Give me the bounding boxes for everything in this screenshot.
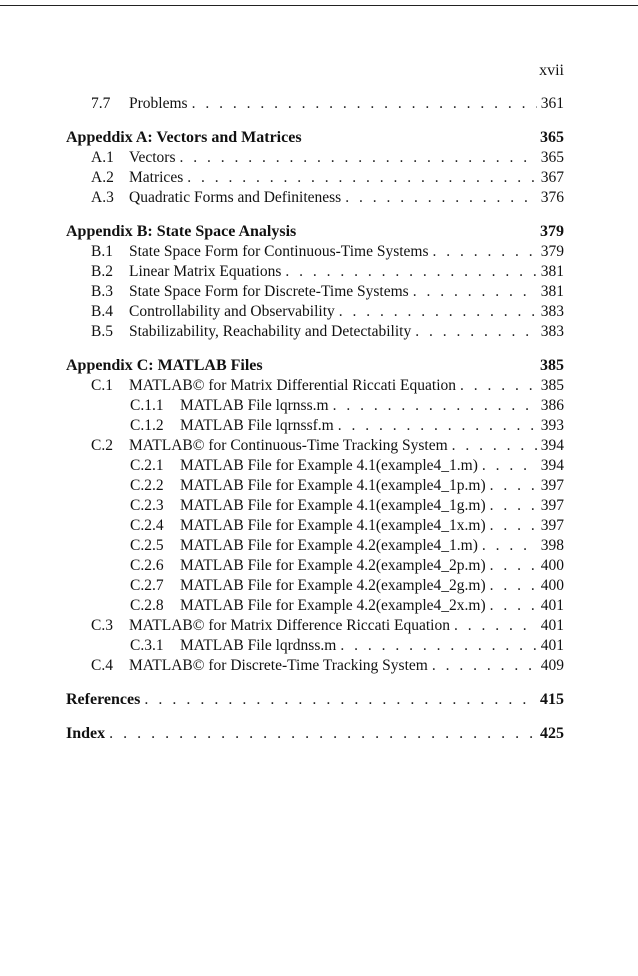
toc-entry-page: 385 <box>540 377 564 394</box>
table-of-contents <box>66 94 564 744</box>
toc-entry-number: 7.7 <box>91 95 111 112</box>
toc-entry-title: Quadratic Forms and Definiteness <box>129 189 342 206</box>
toc-section-entry[interactable] <box>130 516 564 536</box>
toc-entry-number: B.1 <box>91 243 113 260</box>
toc-entry-number: C.1.1 <box>130 397 164 414</box>
toc-leader-dots <box>433 242 537 262</box>
toc-section-entry[interactable] <box>130 396 564 416</box>
toc-entry-page: 376 <box>540 189 564 206</box>
toc-section-entry[interactable] <box>130 496 564 516</box>
toc-entry-number: C.2.5 <box>130 537 164 554</box>
toc-entry-page: 394 <box>540 457 564 474</box>
toc-entry-page: 385 <box>540 357 564 374</box>
toc-entry-title: MATLAB© for Matrix Difference Riccati Equation <box>129 617 450 634</box>
toc-entry-title: Matrices <box>129 169 184 186</box>
toc-entry-number: B.4 <box>91 303 113 320</box>
toc-entry-page: 381 <box>540 263 564 280</box>
toc-entry-title: MATLAB© for Continuous-Time Tracking System <box>129 437 448 454</box>
toc-entry-number: B.2 <box>91 263 113 280</box>
toc-entry-page: 400 <box>540 577 564 594</box>
toc-section-entry[interactable] <box>91 148 564 168</box>
toc-entry-page: 398 <box>540 537 564 554</box>
toc-section-entry[interactable] <box>91 436 564 456</box>
top-rule <box>0 5 638 6</box>
toc-entry-title: MATLAB File for Example 4.1(example4_1p.m) <box>180 477 486 494</box>
toc-section-entry[interactable] <box>91 302 564 322</box>
toc-entry-number: C.1 <box>91 377 113 394</box>
toc-leader-dots <box>415 322 537 342</box>
toc-entry-title: Controllability and Observability <box>129 303 335 320</box>
toc-section-entry[interactable] <box>91 242 564 262</box>
toc-leader-dots <box>490 576 537 596</box>
toc-entry-page: 379 <box>540 223 564 240</box>
toc-entry-number: C.2 <box>91 437 113 454</box>
toc-entry-title: MATLAB© for Matrix Differential Riccati Equation <box>129 377 457 394</box>
toc-entry-page: 367 <box>540 169 564 186</box>
toc-gap <box>66 676 564 690</box>
toc-leader-dots <box>482 536 537 556</box>
toc-entry-title: Problems <box>129 95 188 112</box>
toc-section-entry[interactable] <box>130 416 564 436</box>
toc-entry-number: C.4 <box>91 657 113 674</box>
toc-chapter-entry[interactable] <box>66 724 564 744</box>
toc-chapter-entry[interactable] <box>66 128 564 148</box>
toc-entry-page: 415 <box>540 691 564 708</box>
page-number: xvii <box>539 62 564 79</box>
toc-chapter-entry[interactable] <box>66 222 564 242</box>
toc-entry-title: References <box>66 691 141 708</box>
toc-entry-page: 386 <box>540 397 564 414</box>
toc-leader-dots <box>339 302 537 322</box>
toc-leader-dots <box>490 496 537 516</box>
toc-entry-page: 425 <box>540 725 564 742</box>
toc-section-entry[interactable] <box>91 262 564 282</box>
toc-entry-title: MATLAB File lqrnssf.m <box>180 417 334 434</box>
toc-section-entry[interactable] <box>91 376 564 396</box>
toc-section-entry[interactable] <box>91 94 564 114</box>
toc-entry-number: C.2.4 <box>130 517 164 534</box>
toc-entry-number: C.2.3 <box>130 497 164 514</box>
toc-entry-page: 401 <box>540 617 564 634</box>
toc-entry-title: MATLAB File for Example 4.2(example4_2p.m) <box>180 557 486 574</box>
toc-leader-dots <box>482 456 537 476</box>
toc-leader-dots <box>338 416 537 436</box>
toc-entry-page: 400 <box>540 557 564 574</box>
toc-entry-number: C.2.1 <box>130 457 164 474</box>
toc-entry-page: 381 <box>540 283 564 300</box>
toc-entry-title: Vectors <box>129 149 176 166</box>
toc-leader-dots <box>285 262 536 282</box>
toc-section-entry[interactable] <box>130 536 564 556</box>
toc-section-entry[interactable] <box>130 576 564 596</box>
toc-section-entry[interactable] <box>91 322 564 342</box>
toc-entry-title: MATLAB File for Example 4.2(example4_1.m) <box>180 537 478 554</box>
toc-entry-title: MATLAB File for Example 4.1(example4_1g.m) <box>180 497 486 514</box>
toc-gap <box>66 342 564 356</box>
toc-entry-title: MATLAB File for Example 4.2(example4_2g.m) <box>180 577 486 594</box>
toc-entry-title: MATLAB File for Example 4.1(example4_1.m) <box>180 457 478 474</box>
toc-entry-title: MATLAB File for Example 4.1(example4_1x.m) <box>180 517 486 534</box>
toc-leader-dots <box>340 636 536 656</box>
toc-entry-number: C.2.2 <box>130 477 164 494</box>
toc-entry-number: A.3 <box>91 189 114 206</box>
toc-entry-page: 361 <box>540 95 564 112</box>
toc-section-entry[interactable] <box>130 556 564 576</box>
toc-entry-number: A.2 <box>91 169 114 186</box>
toc-entry-page: 397 <box>540 477 564 494</box>
toc-entry-page: 397 <box>540 517 564 534</box>
toc-leader-dots <box>333 396 537 416</box>
toc-leader-dots <box>452 436 537 456</box>
toc-leader-dots <box>432 656 537 676</box>
toc-entry-title: State Space Form for Discrete-Time Systems <box>129 283 409 300</box>
toc-entry-title: Index <box>66 725 106 742</box>
toc-entry-number: C.2.7 <box>130 577 164 594</box>
toc-leader-dots <box>345 188 537 208</box>
toc-leader-dots <box>490 476 537 496</box>
toc-section-entry[interactable] <box>130 596 564 616</box>
toc-entry-title: Appendix C: MATLAB Files <box>66 357 263 374</box>
toc-entry-title: Stabilizability, Reachability and Detectability <box>129 323 412 340</box>
toc-entry-page: 365 <box>540 129 564 146</box>
toc-entry-title: Appeddix A: Vectors and Matrices <box>66 129 302 146</box>
toc-leader-dots <box>490 556 537 576</box>
toc-chapter-entry[interactable] <box>66 356 564 376</box>
toc-entry-title: Appendix B: State Space Analysis <box>66 223 297 240</box>
toc-chapter-entry[interactable] <box>66 690 564 710</box>
toc-entry-page: 379 <box>540 243 564 260</box>
toc-leader-dots <box>460 376 537 396</box>
toc-entry-page: 397 <box>540 497 564 514</box>
toc-entry-page: 393 <box>540 417 564 434</box>
toc-gap <box>66 710 564 724</box>
toc-entry-title: MATLAB File lqrdnss.m <box>180 637 337 654</box>
toc-entry-number: C.3 <box>91 617 113 634</box>
toc-entry-number: C.2.6 <box>130 557 164 574</box>
toc-entry-number: B.3 <box>91 283 113 300</box>
toc-entry-title: State Space Form for Continuous-Time Systems <box>129 243 429 260</box>
toc-entry-page: 383 <box>540 323 564 340</box>
toc-entry-number: C.1.2 <box>130 417 164 434</box>
toc-entry-page: 365 <box>540 149 564 166</box>
toc-leader-dots <box>192 94 537 114</box>
toc-entry-title: MATLAB File lqrnss.m <box>180 397 329 414</box>
toc-entry-page: 401 <box>540 597 564 614</box>
toc-entry-title: MATLAB© for Discrete-Time Tracking System <box>129 657 428 674</box>
toc-entry-page: 394 <box>540 437 564 454</box>
toc-leader-dots <box>490 596 537 616</box>
toc-leader-dots <box>413 282 537 302</box>
toc-section-entry[interactable] <box>91 168 564 188</box>
toc-entry-title: MATLAB File for Example 4.2(example4_2x.m) <box>180 597 486 614</box>
toc-entry-number: B.5 <box>91 323 113 340</box>
toc-leader-dots <box>109 724 536 744</box>
toc-entry-number: C.2.8 <box>130 597 164 614</box>
toc-leader-dots <box>187 168 537 188</box>
toc-section-entry[interactable] <box>91 656 564 676</box>
toc-entry-page: 401 <box>540 637 564 654</box>
toc-entry-number: A.1 <box>91 149 114 166</box>
toc-entry-page: 409 <box>540 657 564 674</box>
toc-section-entry[interactable] <box>91 188 564 208</box>
toc-section-entry[interactable] <box>130 636 564 656</box>
toc-entry-number: C.3.1 <box>130 637 164 654</box>
toc-leader-dots <box>144 690 536 710</box>
toc-section-entry[interactable] <box>91 282 564 302</box>
toc-section-entry[interactable] <box>91 616 564 636</box>
toc-section-entry[interactable] <box>130 456 564 476</box>
toc-section-entry[interactable] <box>130 476 564 496</box>
toc-leader-dots <box>490 516 537 536</box>
toc-gap <box>66 114 564 128</box>
toc-leader-dots <box>454 616 537 636</box>
toc-leader-dots <box>180 148 537 168</box>
toc-entry-title: Linear Matrix Equations <box>129 263 282 280</box>
toc-entry-page: 383 <box>540 303 564 320</box>
toc-gap <box>66 208 564 222</box>
